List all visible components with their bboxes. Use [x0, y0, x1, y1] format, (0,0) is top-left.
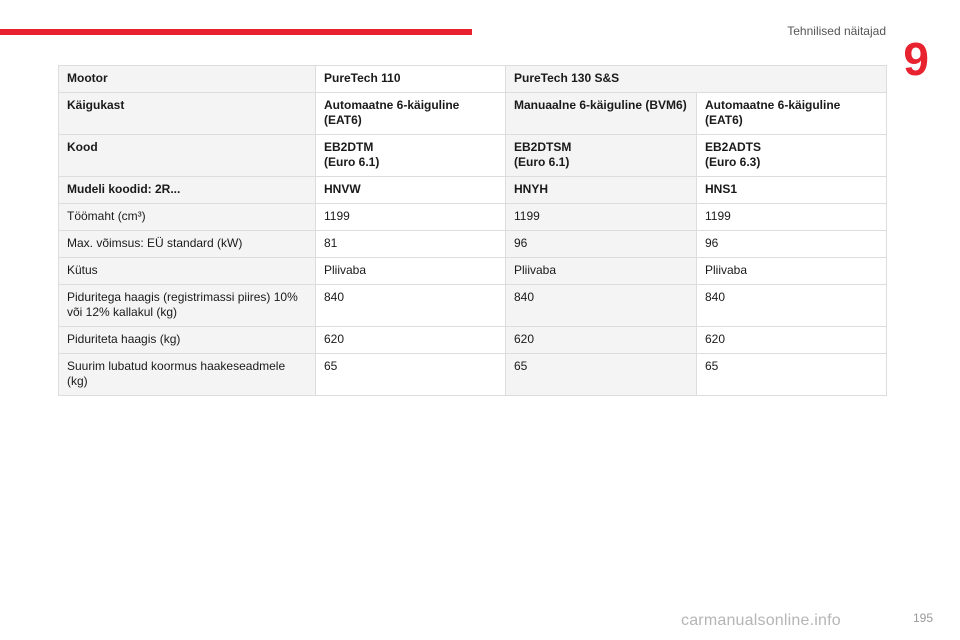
table-cell: Automaatne 6-käiguline (EAT6): [697, 93, 887, 135]
table-cell: EB2DTSM (Euro 6.1): [506, 135, 697, 177]
table-cell: 1199: [506, 204, 697, 231]
table-row: [59, 285, 887, 327]
table-row: [59, 93, 887, 135]
table-cell: 840: [316, 285, 506, 327]
table-cell: Pliivaba: [316, 258, 506, 285]
row-label-cell: Max. võimsus: EÜ standard (kW): [59, 231, 316, 258]
row-label-cell: Töömaht (cm³): [59, 204, 316, 231]
table-cell: EB2DTM (Euro 6.1): [316, 135, 506, 177]
row-label-cell: Suurim lubatud koormus haakeseadmele (kg): [59, 354, 316, 396]
table-cell: EB2ADTS (Euro 6.3): [697, 135, 887, 177]
chapter-number: 9: [903, 33, 929, 85]
table-cell: 1199: [697, 204, 887, 231]
row-label-cell: Piduritega haagis (registrimassi piires) 10% või 12% kallakul (kg): [59, 285, 316, 327]
row-label-cell: Käigukast: [59, 93, 316, 135]
table-row: [59, 135, 887, 177]
table-cell: HNVW: [316, 177, 506, 204]
table-cell: 65: [506, 354, 697, 396]
row-label-cell: Kood: [59, 135, 316, 177]
table-cell: 620: [697, 327, 887, 354]
section-title: Tehnilised näitajad: [787, 24, 886, 38]
table-row: [59, 327, 887, 354]
header-accent-bar: [0, 29, 472, 35]
table-cell: 96: [697, 231, 887, 258]
table-cell: Pliivaba: [697, 258, 887, 285]
table-cell: HNS1: [697, 177, 887, 204]
page-number: 195: [912, 611, 933, 625]
table-cell: 1199: [316, 204, 506, 231]
watermark-link[interactable]: carmanualsonline.info: [681, 612, 841, 629]
row-label-cell: Mudeli koodid: 2R...: [59, 177, 316, 204]
table-cell: PureTech 130 S&S: [506, 66, 887, 93]
specifications-table: [58, 65, 887, 396]
table-cell: 620: [316, 327, 506, 354]
row-label-cell: Mootor: [59, 66, 316, 93]
table-cell: 65: [316, 354, 506, 396]
table-cell: Manuaalne 6-käiguline (BVM6): [506, 93, 697, 135]
table-row: [59, 354, 887, 396]
table-row: [59, 66, 887, 93]
table-cell: PureTech 110: [316, 66, 506, 93]
table-cell: 620: [506, 327, 697, 354]
table-cell: 96: [506, 231, 697, 258]
table-cell: 840: [506, 285, 697, 327]
table-row: [59, 258, 887, 285]
row-label-cell: Piduriteta haagis (kg): [59, 327, 316, 354]
table-cell: 65: [697, 354, 887, 396]
table-cell: 81: [316, 231, 506, 258]
table-cell: 840: [697, 285, 887, 327]
table-row: [59, 204, 887, 231]
table-cell: HNYH: [506, 177, 697, 204]
row-label-cell: Kütus: [59, 258, 316, 285]
table-row: [59, 177, 887, 204]
table-row: [59, 231, 887, 258]
table-cell: Automaatne 6-käiguline (EAT6): [316, 93, 506, 135]
table-cell: Pliivaba: [506, 258, 697, 285]
